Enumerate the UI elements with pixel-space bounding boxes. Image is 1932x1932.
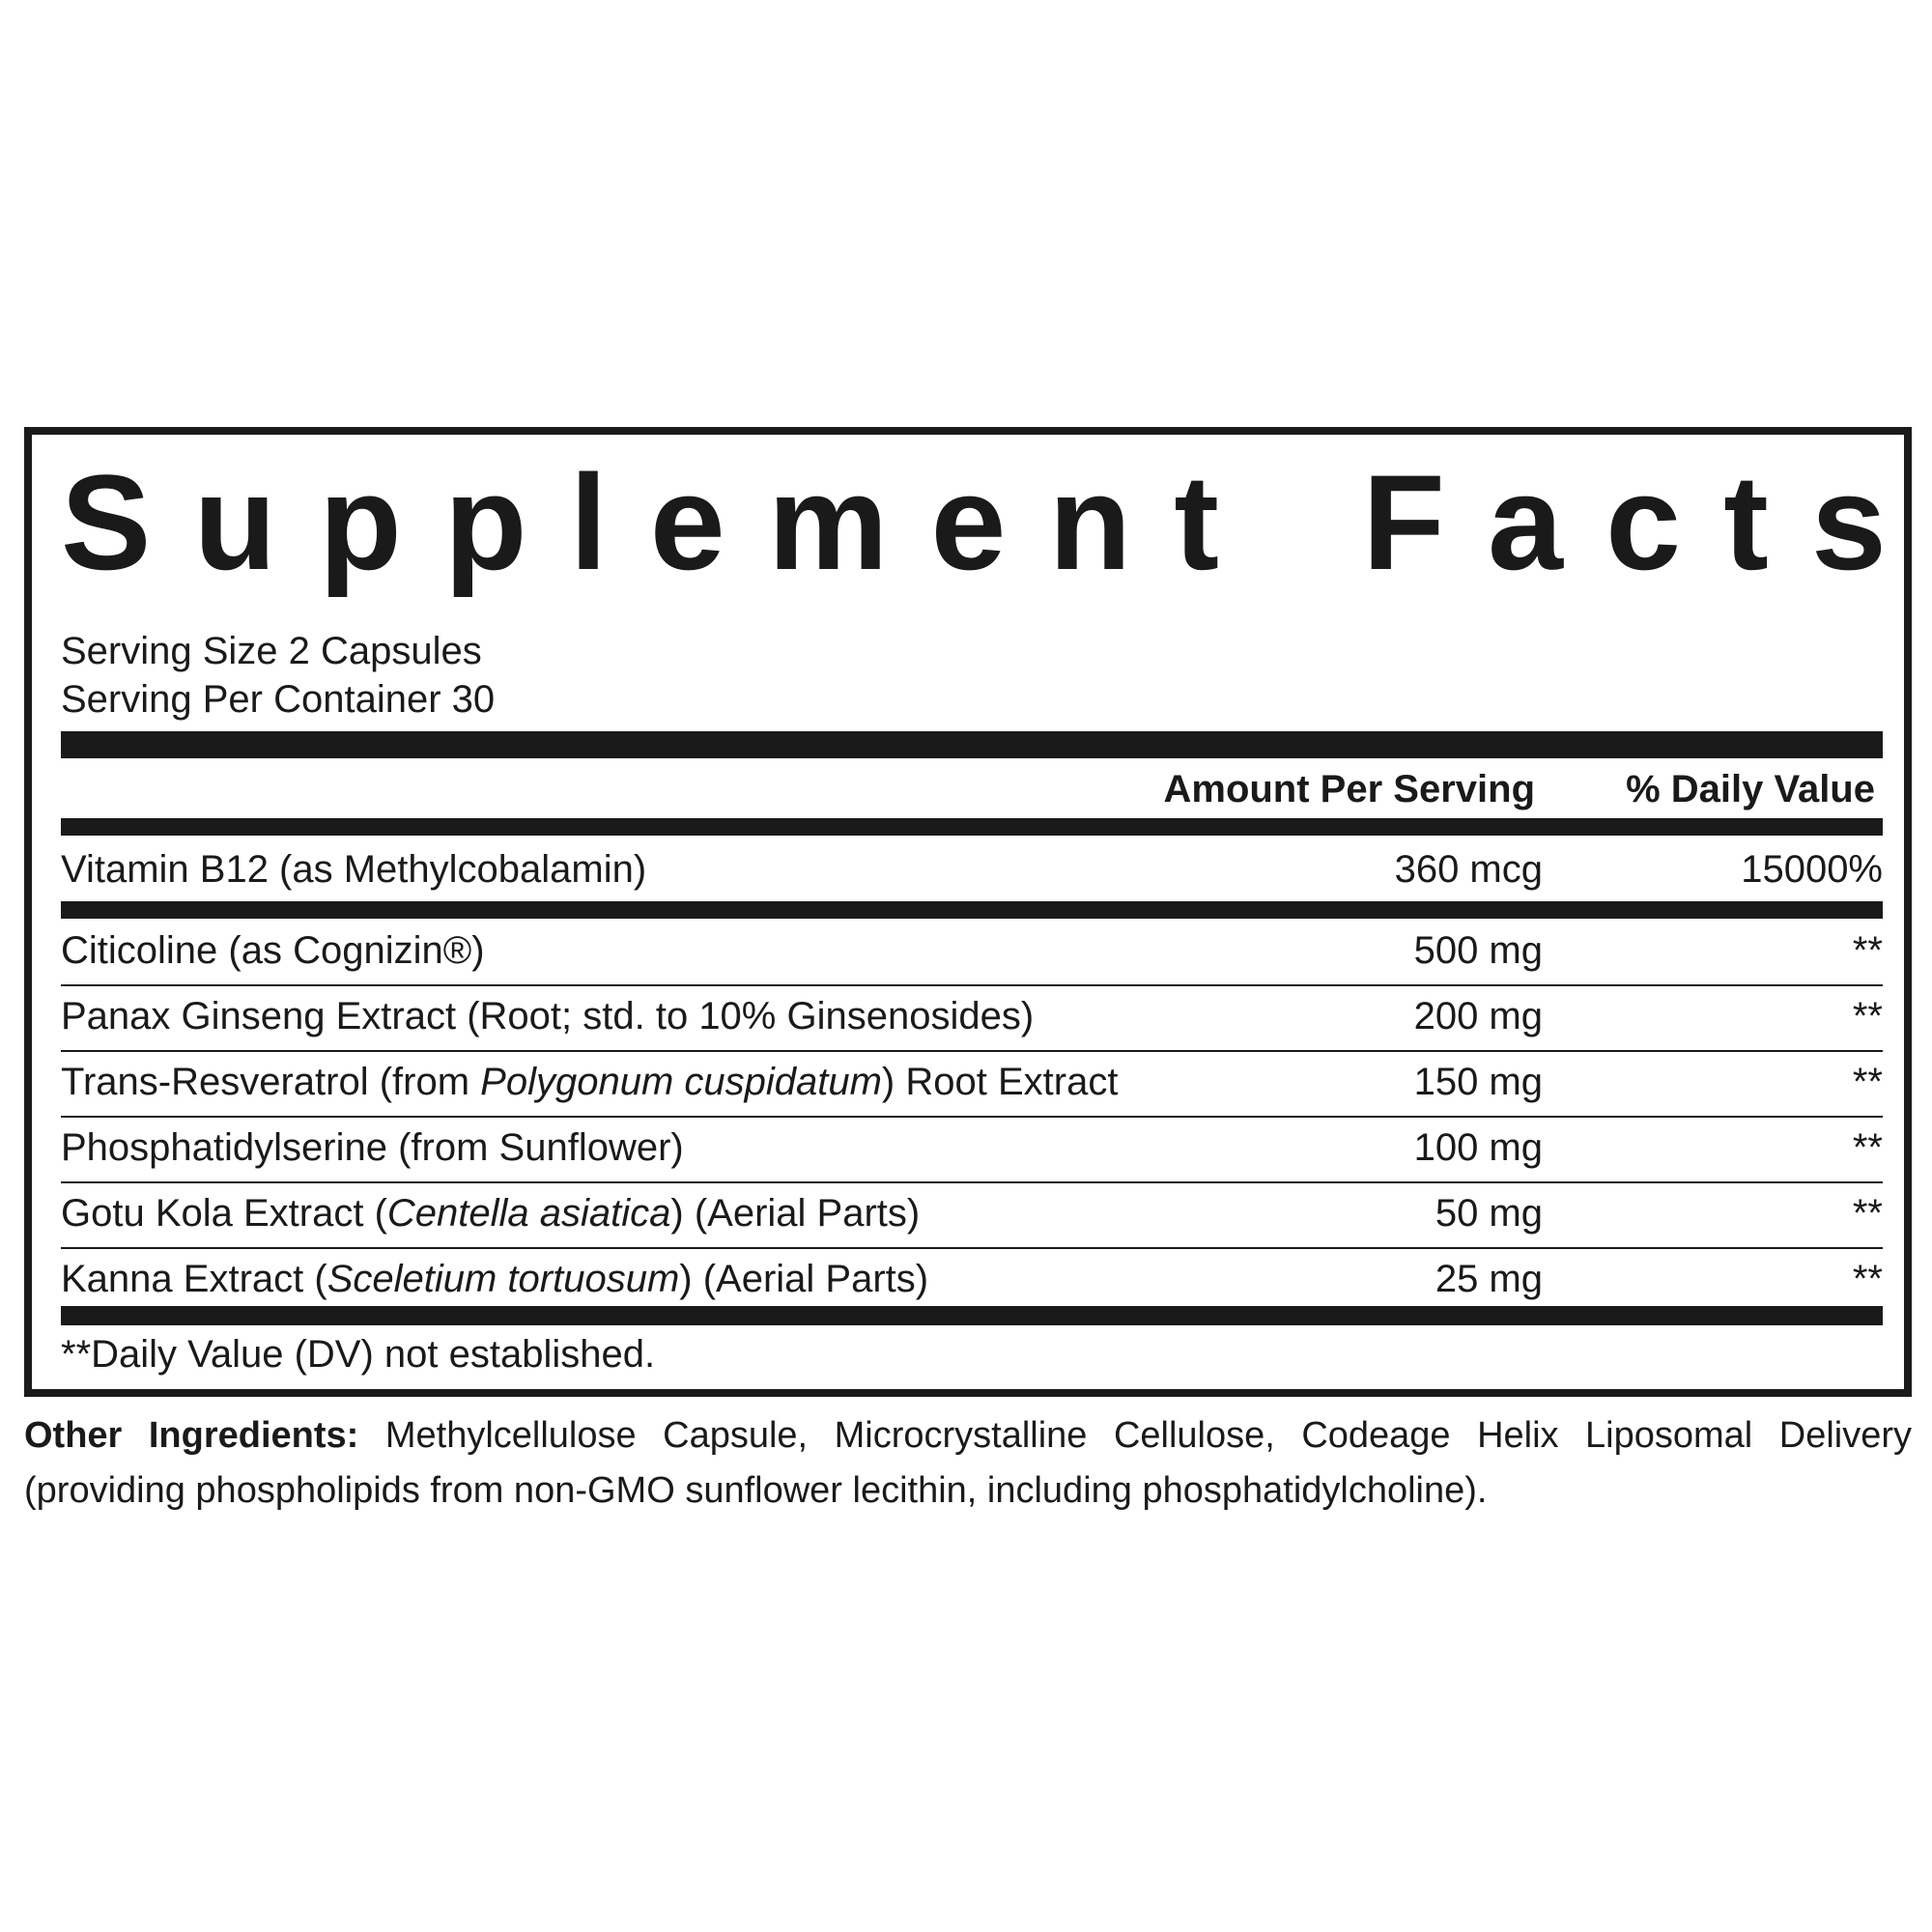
thick-divider-top bbox=[61, 731, 1883, 758]
row-divider bbox=[61, 1181, 1883, 1183]
ingredient-amount: 100 mg bbox=[1413, 1126, 1543, 1169]
ingredient-amount: 50 mg bbox=[1435, 1192, 1543, 1235]
title-letter: e bbox=[649, 446, 725, 598]
ingredient-name: Citicoline (as Cognizin®) bbox=[61, 929, 485, 972]
other-ingredients bbox=[24, 1408, 1912, 1519]
ingredient-daily-value: ** bbox=[1852, 1126, 1883, 1169]
title-letter: p bbox=[444, 446, 527, 598]
daily-value-header: % Daily Value bbox=[1626, 768, 1875, 810]
thick-divider-vitamin bbox=[61, 901, 1883, 919]
title-letter: u bbox=[193, 446, 277, 598]
ingredient-name: Kanna Extract (Sceletium tortuosum) (Aerial Parts) bbox=[61, 1258, 929, 1300]
ingredient-amount: 150 mg bbox=[1413, 1061, 1543, 1103]
title-letter: t bbox=[1174, 446, 1219, 598]
title-letter: s bbox=[1811, 446, 1887, 598]
amount-per-serving-header: Amount Per Serving bbox=[1163, 768, 1535, 810]
other-ingredients-label: Other Ingredients: bbox=[24, 1415, 359, 1456]
servings-per-container: Serving Per Container 30 bbox=[61, 678, 496, 721]
ingredient-amount: 500 mg bbox=[1413, 929, 1543, 972]
ingredient-name: Panax Ginseng Extract (Root; std. to 10% Ginsenosides) bbox=[61, 995, 1035, 1037]
ingredient-row bbox=[61, 922, 1883, 980]
supplement-facts-panel bbox=[24, 427, 1912, 1397]
title-letter: a bbox=[1488, 446, 1563, 598]
row-divider bbox=[61, 1116, 1883, 1118]
ingredient-row bbox=[61, 1184, 1883, 1242]
ingredient-name: Gotu Kola Extract (Centella asiatica) (Aerial Parts) bbox=[61, 1192, 921, 1235]
title-letter: c bbox=[1605, 446, 1681, 598]
daily-value-footnote: **Daily Value (DV) not established. bbox=[61, 1333, 656, 1376]
title-letter: m bbox=[767, 446, 889, 598]
title-letter: F bbox=[1362, 446, 1445, 598]
title-letter: S bbox=[61, 446, 152, 598]
title-letter: t bbox=[1723, 446, 1769, 598]
nutrient-amount: 360 mcg bbox=[1394, 848, 1543, 891]
ingredient-row bbox=[61, 1250, 1883, 1308]
title-letter: l bbox=[569, 446, 608, 598]
panel-title bbox=[61, 446, 1887, 598]
ingredient-row bbox=[61, 987, 1883, 1045]
nutrient-daily-value: 15000% bbox=[1741, 848, 1883, 891]
row-divider bbox=[61, 1247, 1883, 1249]
thick-divider-bottom bbox=[61, 1306, 1883, 1325]
ingredient-name: Trans-Resveratrol (from Polygonum cuspidatum) Root Extract bbox=[61, 1061, 1119, 1103]
title-letter: p bbox=[319, 446, 402, 598]
ingredient-amount: 200 mg bbox=[1413, 995, 1543, 1037]
ingredient-daily-value: ** bbox=[1852, 995, 1883, 1037]
ingredient-amount: 25 mg bbox=[1435, 1258, 1543, 1300]
nutrient-name: Vitamin B12 (as Methylcobalamin) bbox=[61, 848, 647, 891]
ingredient-row bbox=[61, 1053, 1883, 1111]
ingredient-daily-value: ** bbox=[1852, 929, 1883, 972]
title-letter: n bbox=[1048, 446, 1132, 598]
thick-divider-header bbox=[61, 818, 1883, 836]
ingredient-daily-value: ** bbox=[1852, 1258, 1883, 1300]
serving-size: Serving Size 2 Capsules bbox=[61, 630, 482, 672]
ingredient-name: Phosphatidylserine (from Sunflower) bbox=[61, 1126, 684, 1169]
title-letter: e bbox=[930, 446, 1007, 598]
other-ingredients-text: Methylcellulose Capsule, Microcrystalline Cellulose, Codeage Helix Liposomal Delivery (providing phospholipids from non-GMO sunflower lecithin, including phosphatidylcholine). bbox=[24, 1415, 1913, 1511]
row-divider bbox=[61, 1050, 1883, 1052]
ingredient-daily-value: ** bbox=[1852, 1192, 1883, 1235]
ingredient-row bbox=[61, 1119, 1883, 1177]
ingredient-daily-value: ** bbox=[1852, 1061, 1883, 1103]
row-divider bbox=[61, 984, 1883, 986]
vitamin-row bbox=[61, 840, 1883, 898]
